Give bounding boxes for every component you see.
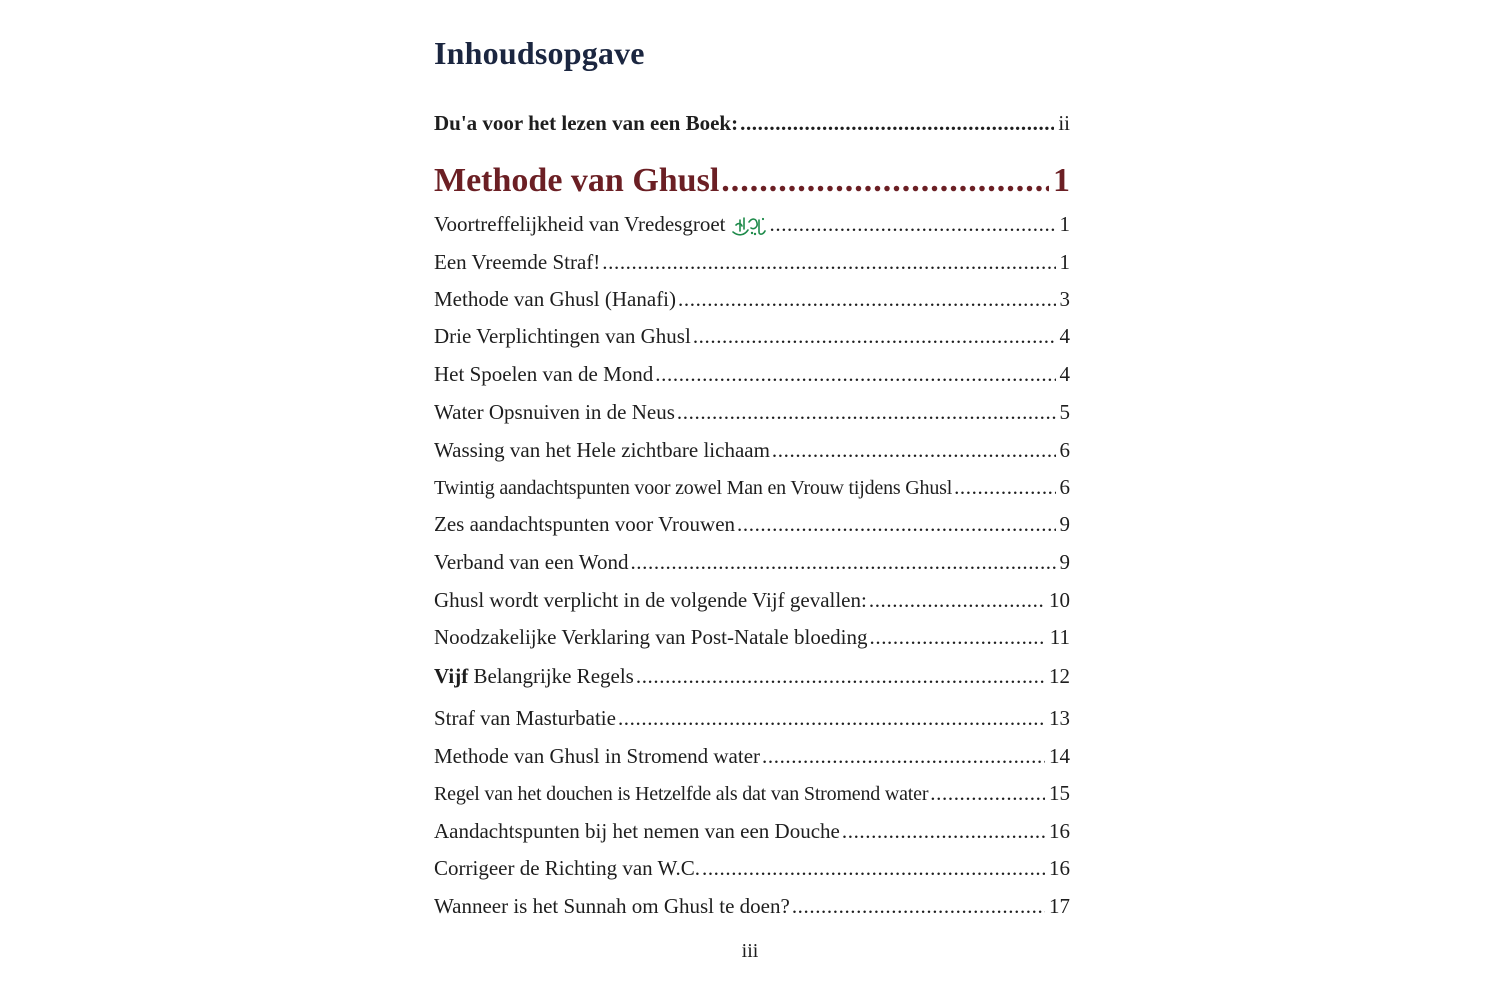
- toc-entry[interactable]: [434, 661, 1070, 691]
- dot-leader: [655, 359, 1055, 389]
- dot-leader: [702, 853, 1045, 883]
- dot-leader: [602, 247, 1055, 277]
- toc-entry-label: Het Spoelen van de Mond: [434, 362, 654, 386]
- dot-leader: [636, 661, 1045, 691]
- dot-leader: [930, 778, 1045, 808]
- toc-entry-label: Methode van Ghusl (Hanafi): [434, 287, 677, 311]
- toc-chapter-page: 1: [1053, 162, 1070, 199]
- toc-entry[interactable]: [434, 778, 1070, 808]
- toc-entry[interactable]: [434, 397, 1070, 427]
- honorific-calligraphy-icon: [730, 214, 768, 238]
- toc-entry-label: Vijf Belangrijke Regels: [434, 664, 634, 688]
- toc-entry-page: 4: [1059, 362, 1070, 386]
- toc-entry-page: 10: [1049, 588, 1070, 612]
- toc-entry[interactable]: [434, 622, 1070, 652]
- toc-entry-page: 1: [1059, 212, 1070, 236]
- toc-entry-label: Voortreffelijkheid van Vredesgroet: [434, 209, 768, 239]
- toc-entry[interactable]: [434, 853, 1070, 883]
- toc-entry-page: ii: [1058, 111, 1070, 135]
- toc-entry-page: 3: [1059, 287, 1070, 311]
- toc-entry-label: Regel van het douchen is Hetzelfde als dat van Stromend water: [434, 783, 929, 805]
- toc-entry-label: Wassing van het Hele zichtbare lichaam: [434, 438, 770, 462]
- toc-entry-label: Corrigeer de Richting van W.C.: [434, 856, 700, 880]
- toc-entry-label: Verband van een Wond: [434, 550, 629, 574]
- toc-entry-label: Aandachtspunten bij het nemen van een Douche: [434, 819, 840, 843]
- dot-leader: [870, 622, 1046, 652]
- toc-entry-page: 13: [1049, 706, 1070, 730]
- toc-entry-page: 5: [1059, 400, 1070, 424]
- dot-leader: [792, 891, 1045, 921]
- toc-entry-page: 1: [1059, 250, 1070, 274]
- dot-leader: [770, 209, 1056, 239]
- toc-entry-label: Een Vreemde Straf!: [434, 250, 601, 274]
- toc-entry[interactable]: [434, 585, 1070, 615]
- toc-entry-page: 17: [1049, 894, 1070, 918]
- dot-leader: [678, 284, 1055, 314]
- dot-leader: [772, 435, 1056, 465]
- toc-entry[interactable]: [434, 209, 1070, 239]
- toc-entry-page: 6: [1059, 438, 1070, 462]
- toc-chapter-heading[interactable]: [434, 156, 1070, 206]
- toc-entry-page: 9: [1059, 550, 1070, 574]
- dot-leader: [762, 741, 1045, 771]
- toc-entry-page: 12: [1049, 664, 1070, 688]
- toc-entry-label: Noodzakelijke Verklaring van Post-Natale bloeding: [434, 625, 868, 649]
- toc-entry-label: Drie Verplichtingen van Ghusl: [434, 324, 691, 348]
- dot-leader: [737, 509, 1055, 539]
- toc-entry-page: 16: [1049, 856, 1070, 880]
- toc-entry[interactable]: [434, 816, 1070, 846]
- dot-leader: [740, 108, 1054, 138]
- dot-leader: [954, 472, 1055, 502]
- toc-entry[interactable]: [434, 741, 1070, 771]
- toc-entry-page: 15: [1049, 781, 1070, 805]
- toc-entry[interactable]: [434, 509, 1070, 539]
- toc-entry-label: Ghusl wordt verplicht in de volgende Vijf gevallen:: [434, 588, 867, 612]
- toc-entry[interactable]: [434, 891, 1070, 921]
- toc-entry-preface[interactable]: [434, 108, 1070, 138]
- toc-entry[interactable]: [434, 321, 1070, 351]
- footer-page-number: iii: [741, 940, 759, 962]
- toc-entry-label: Du'a voor het lezen van een Boek:: [434, 111, 739, 135]
- toc-entry-label: Wanneer is het Sunnah om Ghusl te doen?: [434, 894, 790, 918]
- toc-entry[interactable]: [434, 547, 1070, 577]
- toc-entry-page: 11: [1049, 625, 1070, 649]
- dot-leader: [869, 585, 1045, 615]
- toc-entry[interactable]: [434, 284, 1070, 314]
- dot-leader: [721, 156, 1049, 206]
- toc-entry-page: 9: [1059, 512, 1070, 536]
- toc-entry[interactable]: [434, 703, 1070, 733]
- toc-entry-label: Zes aandachtspunten voor Vrouwen: [434, 512, 736, 536]
- toc-entry-page: 6: [1059, 475, 1070, 499]
- toc-entry-label: Methode van Ghusl in Stromend water: [434, 744, 761, 768]
- dot-leader: [842, 816, 1045, 846]
- page-title: Inhoudsopgave: [434, 35, 645, 71]
- toc-entry[interactable]: [434, 359, 1070, 389]
- dot-leader: [677, 397, 1056, 427]
- toc-chapter-label: Methode van Ghusl: [434, 162, 720, 199]
- toc-entry[interactable]: [434, 435, 1070, 465]
- dot-leader: [693, 321, 1056, 351]
- toc-entry-page: 16: [1049, 819, 1070, 843]
- dot-leader: [618, 703, 1045, 733]
- toc-entry-label: Water Opsnuiven in de Neus: [434, 400, 675, 424]
- dot-leader: [630, 547, 1055, 577]
- toc-entry[interactable]: [434, 247, 1070, 277]
- toc-entry[interactable]: [434, 472, 1070, 502]
- toc-entry-page: 4: [1059, 324, 1070, 348]
- toc-entry-label: Straf van Masturbatie: [434, 706, 616, 730]
- toc-entry-page: 14: [1049, 744, 1070, 768]
- toc-entry-label: Twintig aandachtspunten voor zowel Man en Vrouw tijdens Ghusl: [434, 477, 953, 499]
